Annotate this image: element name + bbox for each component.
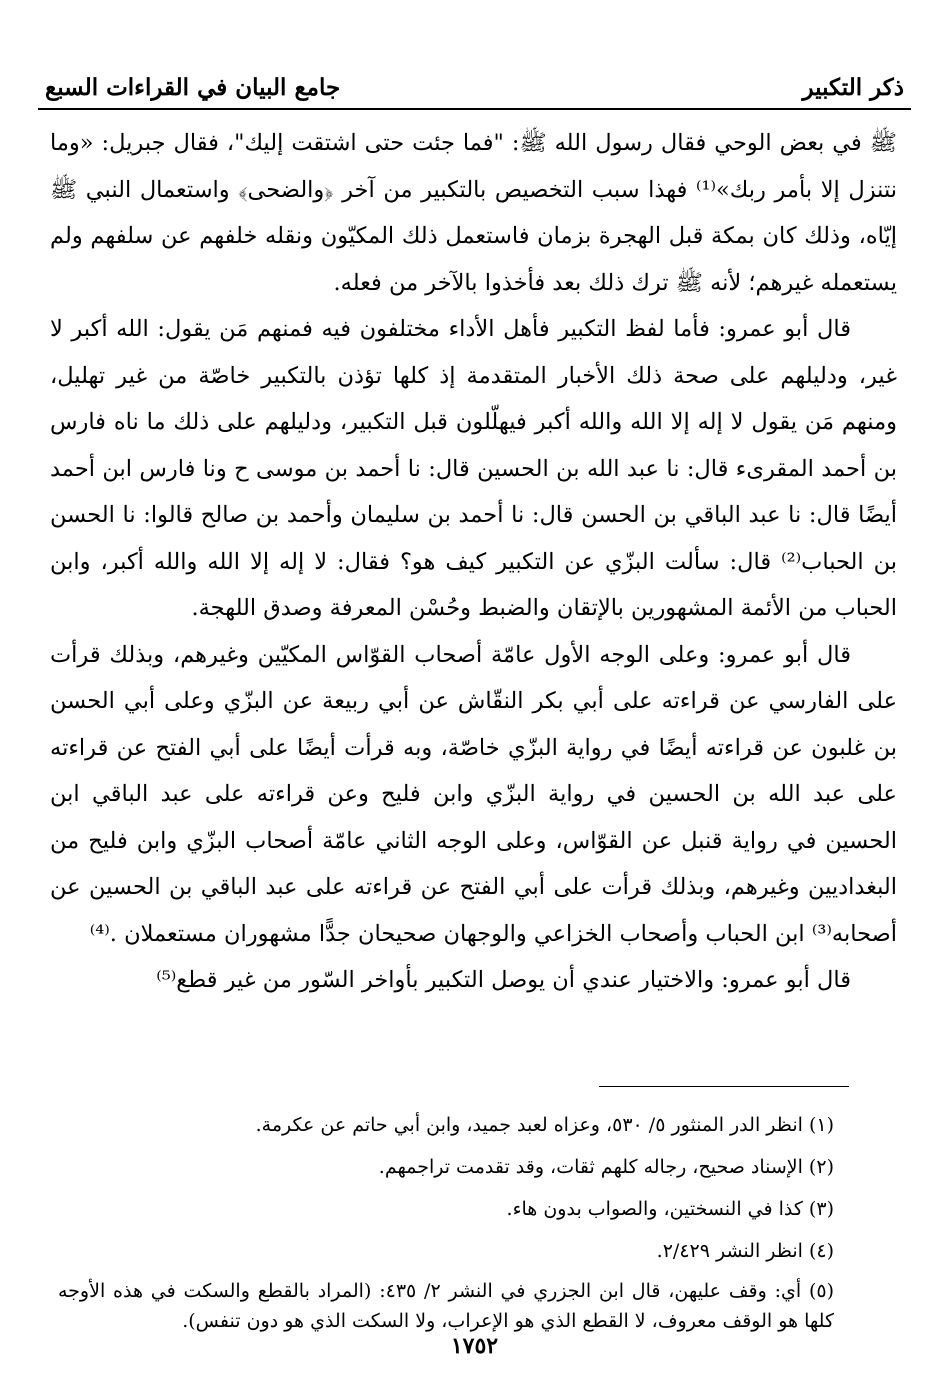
- footnote-2: (٢) الإسناد صحيح، رجاله كلهم ثقات، وقد تقدمت تراجمهم.: [378, 1156, 834, 1178]
- chapter-title: ذكر التكبير: [802, 73, 904, 101]
- running-header: [45, 68, 904, 106]
- paragraph-1: ﷺ في بعض الوحي فقال رسول الله ﷺ: "فما جئت حتى اشتقت إليك"، فقال جبريل: «وما نتنزل إلا بأمر ربك»⁽¹⁾ فهذا سبب التخصيص بالتكبير من آخر ﴿والضحى﴾ واستعمال النبي ﷺ إيّاه، وذلك كان بمكة قبل الهجرة بزمان فاستعمل ذلك المكيّون ونقله خلفهم عن سلفهم ولم يستعمله غيرهم؛ لأنه ﷺ ترك ذلك بعد فأخذوا بالآخر من فعله.: [50, 130, 897, 296]
- footnote-rule: [599, 1086, 849, 1087]
- footnote-4: (٤) انظر النشر ٢/٤٢٩.: [656, 1240, 834, 1262]
- footnote-3: (٣) كذا في النسختين، والصواب بدون هاء.: [506, 1198, 834, 1220]
- footnotes: [58, 1108, 834, 1344]
- paragraph-4: قال أبو عمرو: والاختيار عندي أن يوصل التكبير بأواخر السّور من غير قطع⁽⁵⁾: [156, 967, 851, 993]
- book-title: جامع البيان في القراءات السبع: [45, 73, 341, 101]
- paragraph-3: قال أبو عمرو: وعلى الوجه الأول عامّة أصحاب القوّاس المكيّين وغيرهم، وبذلك قرأت على الفارسي عن قراءته على أبي بكر النقّاش عن أبي ربيعة عن البزّي وعلى أبي الحسن بن غلبون عن قراءته أيضًا في رواية البزّي خاصّة، وبه قرأت أيضًا على أبي الفتح عن قراءته على عبد الله بن الحسين في رواية البزّي وابن فليح وعن قراءته على عبد الباقي ابن الحسين في رواية قنبل عن القوّاس، وعلى الوجه الثاني عامّة أصحاب البزّي وابن فليح من البغداديين وغيرهم، وبذلك قرأت على أبي الفتح عن قراءته على عبد الباقي بن الحسين عن أصحابه⁽³⁾ ابن الحباب وأصحاب الخزاعي والوجهان صحيحان جدًّا مشهوران مستعملان .⁽⁴⁾: [50, 641, 897, 947]
- main-text: [50, 120, 897, 1004]
- header-rule: [38, 108, 911, 110]
- footnote-1: (١) انظر الدر المنثور ٥/ ٥٣٠، وعزاه لعبد جميد، وابن أبي حاتم عن عكرمة.: [255, 1114, 834, 1136]
- footnote-5: (٥) أي: وقف عليهن، قال ابن الجزري في النشر ٢/ ٤٣٥: (المراد بالقطع والسكت في هذه الأوجه كلها هو الوقف معروف، لا القطع الذي هو الإعراب، ولا السكت الذي هو دون تنفس).: [58, 1280, 834, 1332]
- paragraph-2: قال أبو عمرو: فأما لفظ التكبير فأهل الأداء مختلفون فيه فمنهم مَن يقول: الله أكبر لا غير، ودليلهم على صحة ذلك الأخبار المتقدمة إذ كلها تؤذن بالتكبير خاصّة من غير تهليل، ومنهم مَن يقول لا إله إلا الله والله أكبر فيهلّلون قبل التكبير، ودليلهم على ذلك ما ناه فارس بن أحمد المقرىء قال: نا عبد الله بن الحسين قال: نا أحمد بن موسى ح ونا فارس ابن أحمد أيضًا قال: نا عبد الباقي بن الحسن قال: نا أحمد بن سليمان وأحمد بن صالح قالوا: نا الحسن بن الحباب⁽²⁾ قال: سألت البزّي عن التكبير كيف هو؟ فقال: لا إله إلا الله والله أكبر، وابن الحباب من الأئمة المشهورين بالإتقان والضبط وحُسْن المعرفة وصدق اللهجة.: [50, 316, 898, 621]
- page-number: ١٧٥٢: [450, 1333, 499, 1359]
